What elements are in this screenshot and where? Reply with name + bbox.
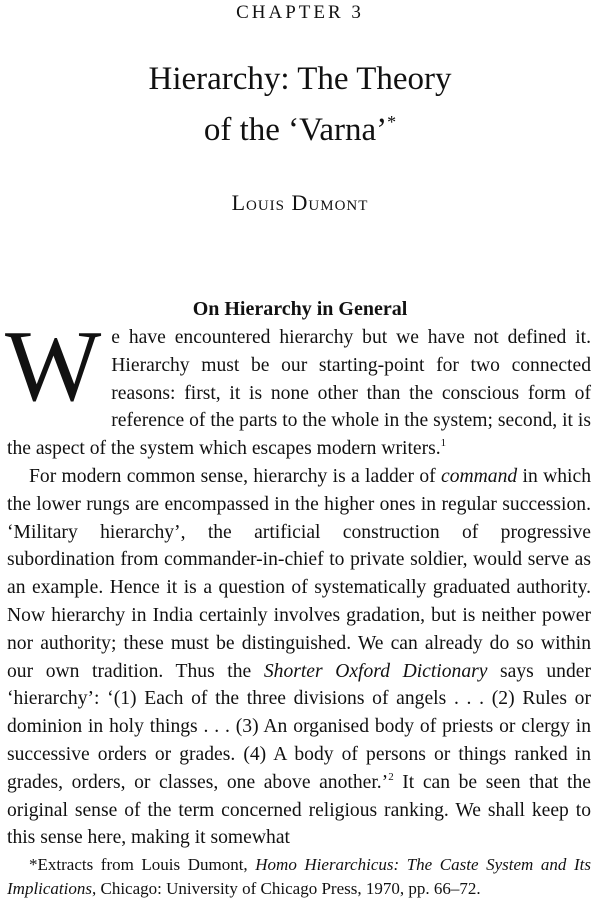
footnote-ref-1: 1 (440, 437, 447, 450)
paragraph-2-italic-dictionary: Shorter Oxford Dictionary (263, 660, 488, 682)
drop-cap: W (5, 310, 102, 423)
footnote (7, 853, 591, 901)
footnote-text-a: Extracts from Louis Dumont, (37, 855, 256, 874)
paragraph-2-text-c: says under ‘hierarchy’: ‘(1) Each of the three divisions of angels . . . (2) Rules or dominion in holy things . . . (3) An organised body of priests or clergy in successive orders or grades. (4) A body of persons or things ranked in grades, orders, or classes, one above another.’ (7, 660, 591, 793)
paragraph-2-text-d: It can be seen that the original sense of the term concerned religious ranking. We shall keep to this sense here, making it somewhat (7, 771, 591, 849)
author-name: Louis Dumont (231, 190, 369, 215)
footnote-text-b: , Chicago: University of Chicago Press, 1970, pp. 66–72. (92, 879, 481, 898)
title-footnote-mark: * (387, 112, 397, 132)
body-text (5, 310, 591, 852)
paragraph-2-text-a: For modern common sense, hierarchy is a ladder of (29, 465, 442, 487)
chapter-title-line-2-text: of the ‘Varna’ (203, 112, 388, 148)
chapter-title-line-1: Hierarchy: The Theory (148, 61, 452, 97)
footnote-text (7, 853, 591, 901)
chapter-title (0, 58, 600, 152)
section-heading: On Hierarchy in General (192, 298, 408, 320)
paragraph-1 (5, 310, 591, 463)
chapter-title-line-2 (0, 101, 600, 152)
paragraph-1-text: e have encountered hierarchy but we have not defined it. Hierarchy must be our starting-point for two connected reasons: first, it is none other than the conscious form of reference of the parts to the whole in the system; second, it is the aspect of the system which escapes modern writers. (7, 327, 591, 460)
paragraph-2-text-b: in which the lower rungs are encompassed in the higher ones in regular succession. ‘Military hierarchy’, the artificial construction of progressive subordination from commander-in-chief to private soldier, would serve as an example. Hence it is a question of systematically graduated authority. Now hierarchy in India certainly involves gradation, but is neither power nor authority; these must be distinguished. We can already do so within our own tradition. Thus the (7, 465, 591, 682)
footnote-mark: * (29, 855, 38, 874)
paragraph-2 (7, 463, 591, 852)
chapter-label: CHAPTER 3 (236, 2, 364, 23)
paragraph-2-italic-command: command (441, 465, 518, 487)
footnote-italic-title: Homo Hierarchicus: The Caste System and Its Implications (7, 855, 591, 898)
footnote-ref-2: 2 (388, 770, 394, 783)
